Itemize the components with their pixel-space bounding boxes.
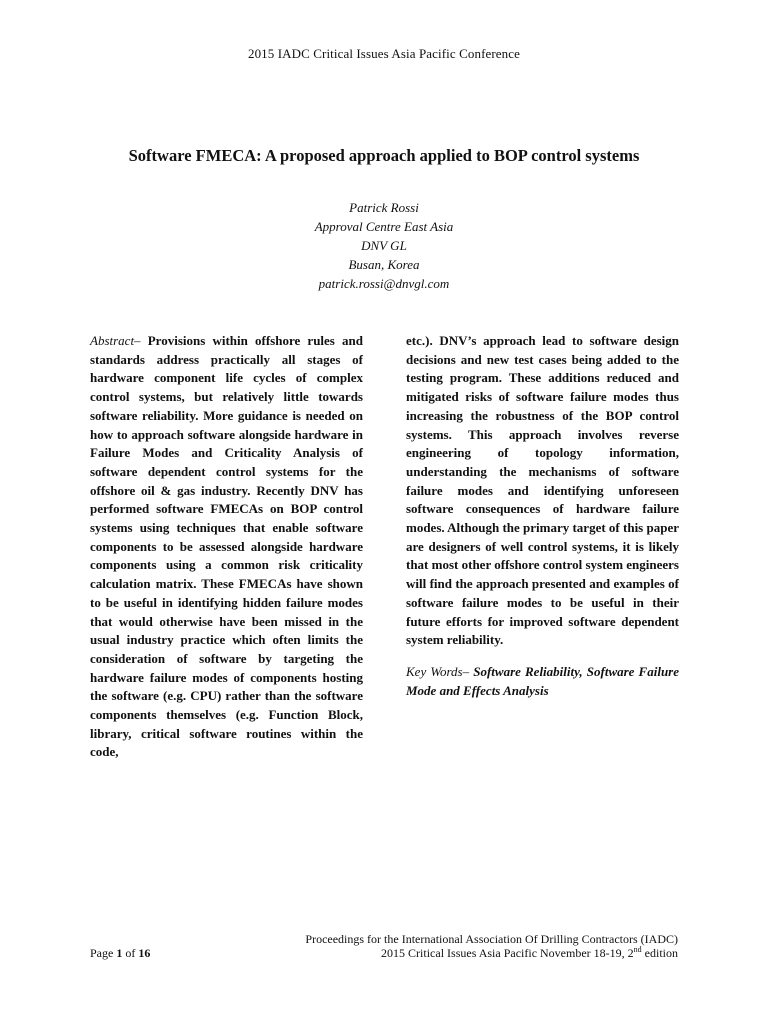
proceedings-date: 2015 Critical Issues Asia Pacific November 18-19, 2 — [381, 946, 634, 960]
abstract-continuation: etc.). DNV’s approach lead to software design decisions and new test cases being added to the testing program. These additions reduced and mitigated risks of software failure modes thus increasing the robustness of the BOP control systems. This approach involves reverse engineering of topology information, understanding the mechanisms of software failure modes and identifying unforeseen software consequences of hardware failure modes. Although the primary target of this paper are designers of well control systems, it is likely that most other offshore control system engineers will find the approach presented and examples of software failure modes to be useful in their future efforts for improved software dependent system reliability. — [406, 333, 679, 648]
author-organization: DNV GL — [361, 238, 407, 253]
page-number — [90, 946, 150, 960]
abstract-text-left: Provisions within offshore rules and standards address practically all stages of hardware component life cycles of complex control systems, but relatively little towards software reliability. More guidance is needed on how to approach software alongside hardware in Failure Modes and Criticality Analysis of software dependent control systems for the offshore oil & gas industry. Recently DNV has performed software FMECAs on BOP control systems using techniques that enable software components to be assessed alongside hardware components using a common risk criticality calculation matrix. These FMECAs have shown to be useful in identifying hidden failure modes that would otherwise have been missed in the usual industry practice which often limits the consideration of software by targeting the hardware failure modes of components hosting the software (e.g. CPU) rather than the software components themselves (e.g. Function Block, library, critical software routines within the code, — [90, 333, 363, 760]
keywords-text: Software Reliability, Software Failure Mode and Effects Analysis — [406, 663, 680, 698]
paper-title: Software FMECA: A proposed approach applied to BOP control systems — [128, 146, 640, 165]
author-location: Busan, Korea — [348, 257, 420, 272]
edition-word: edition — [641, 946, 678, 960]
author-department: Approval Centre East Asia — [314, 219, 454, 234]
page-label: Page — [90, 946, 117, 960]
author-email: patrick.rossi@dnvgl.com — [318, 276, 450, 291]
page-total: 16 — [138, 946, 151, 960]
left-column — [90, 332, 363, 762]
author-block — [0, 198, 768, 293]
right-column — [406, 332, 679, 700]
page-current: 1 — [116, 946, 123, 960]
conference-header: 2015 IADC Critical Issues Asia Pacific Conference — [247, 46, 521, 61]
keywords-label: Key Words– — [406, 663, 470, 679]
keywords-paragraph — [406, 663, 679, 700]
proceedings-line-2 — [258, 946, 678, 960]
proceedings-line-1: Proceedings for the International Association Of Drilling Contractors (IADC) — [305, 932, 678, 946]
author-name: Patrick Rossi — [349, 200, 419, 215]
proceedings-note — [258, 932, 678, 960]
edition-superscript: nd — [633, 945, 642, 954]
abstract-label: Abstract– — [90, 333, 141, 348]
page-of: of — [122, 946, 139, 960]
abstract-paragraph — [90, 332, 363, 762]
